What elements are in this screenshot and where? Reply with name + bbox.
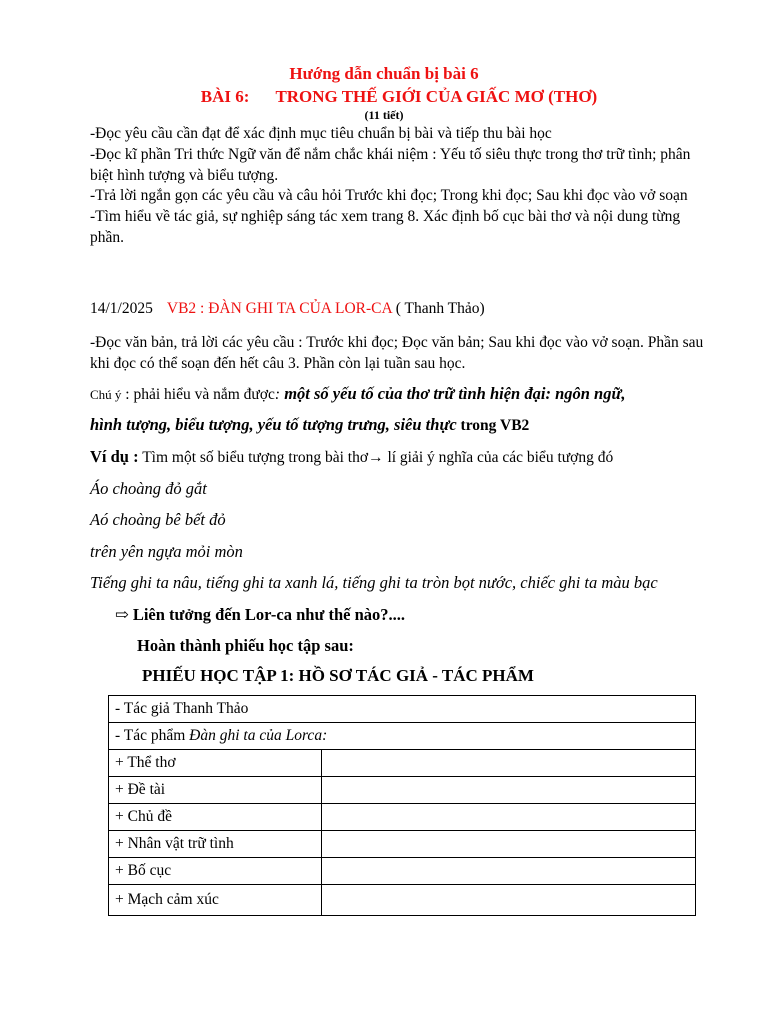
association-question [115, 605, 405, 625]
vb2-note-line1 [90, 384, 625, 404]
vb2-title: VB2 : ĐÀN GHI TA CỦA LOR-CA [166, 300, 392, 317]
poem-line: trên yên ngựa mỏi mòn [90, 542, 243, 561]
row-label: + Thể thơ [109, 750, 322, 777]
lesson-title [0, 87, 768, 107]
example-text-1: Tìm một số biểu tượng trong bài thơ [138, 449, 369, 466]
note-colon: : [274, 386, 281, 403]
hollow-arrow-icon: ⇨ [115, 605, 129, 624]
lesson-periods: (11 tiết) [364, 108, 404, 122]
table-row [109, 777, 696, 804]
guide-title: Hướng dẫn chuẩn bị bài 6 [289, 64, 479, 83]
example-label: Ví dụ : [90, 447, 139, 466]
poem-line: Aó choàng bê bết đỏ [90, 510, 226, 529]
row-label: + Nhân vật trữ tình [109, 831, 322, 858]
answer-cell[interactable] [322, 831, 696, 858]
work-cell [109, 723, 696, 750]
work-title: Đàn ghi ta của Lorca: [189, 727, 328, 744]
row-label: + Mạch cảm xúc [109, 885, 322, 916]
intro-instructions [90, 124, 710, 249]
vb2-heading [90, 300, 485, 318]
row-label: + Chủ đề [109, 804, 322, 831]
worksheet-task: Hoàn thành phiếu học tập sau: [137, 636, 354, 655]
example-text-2: lí giải ý nghĩa của các biểu tượng đó [383, 449, 614, 466]
table-row [109, 696, 696, 723]
intro-item: -Trả lời ngắn gọn các yêu cầu và câu hỏi Trước khi đọc; Trong khi đọc; Sau khi đọc vào vở soạn [90, 187, 688, 205]
note-bold-1: một số yếu tố của thơ trữ tình hiện đại: ngôn ngữ, [280, 384, 626, 403]
author-cell: - Tác giả Thanh Thảo [109, 696, 696, 723]
example-line [90, 447, 613, 467]
note-label: Chú ý [90, 387, 122, 402]
note-tail: trong VB2 [456, 417, 530, 434]
table-row [109, 804, 696, 831]
poem-line: Áo choàng đỏ gắt [90, 479, 207, 498]
vb2-date: 14/1/2025 [90, 300, 153, 317]
work-prefix: - Tác phẩm [115, 727, 190, 744]
table-row [109, 885, 696, 916]
lesson-name: TRONG THẾ GIỚI CỦA GIẤC MƠ (THƠ) [275, 87, 598, 106]
note-mid: : phải hiểu và nắm được [121, 386, 275, 403]
answer-cell[interactable] [322, 750, 696, 777]
table-row [109, 750, 696, 777]
row-label: + Bố cục [109, 858, 322, 885]
intro-item: -Đọc kĩ phần Tri thức Ngữ văn để nắm chắc khái niệm : Yếu tố siêu thực trong thơ trữ tình; phân biệt hình tượng và biểu tượng. [90, 145, 691, 184]
worksheet-title: PHIẾU HỌC TẬP 1: HỒ SƠ TÁC GIẢ - TÁC PHẨM [142, 666, 534, 685]
vb2-note-line2 [90, 415, 529, 435]
table-row [109, 831, 696, 858]
poem-line: Tiếng ghi ta nâu, tiếng ghi ta xanh lá, tiếng ghi ta tròn bọt nước, chiếc ghi ta màu bạc [90, 573, 658, 592]
intro-item: -Đọc yêu cầu cần đạt để xác định mục tiêu chuẩn bị bài và tiếp thu bài học [90, 125, 552, 142]
arrow-right-icon: → [368, 449, 384, 466]
lesson-number: BÀI 6: [200, 87, 250, 106]
table-row [109, 723, 696, 750]
vb2-author: ( Thanh Thảo) [395, 300, 485, 317]
intro-item: -Tìm hiểu về tác giả, sự nghiệp sáng tác xem trang 8. Xác định bố cục bài thơ và nội dung từng phần. [90, 208, 681, 246]
answer-cell[interactable] [322, 858, 696, 885]
association-text: Liên tưởng đến Lor-ca như thế nào?.... [132, 605, 406, 624]
answer-cell[interactable] [322, 777, 696, 804]
answer-cell[interactable] [322, 804, 696, 831]
row-label: + Đề tài [109, 777, 322, 804]
answer-cell[interactable] [322, 885, 696, 916]
vb2-instruction: -Đọc văn bản, trả lời các yêu cầu : Trước khi đọc; Đọc văn bản; Sau khi đọc vào vở soạn. Phần sau khi đọc có thể soạn đến hết câu 3. Phần còn lại tuần sau học. [90, 334, 704, 372]
worksheet-table [108, 695, 696, 916]
table-row [109, 858, 696, 885]
note-bold-2: hình tượng, biểu tượng, yếu tố tượng trưng, siêu thực [90, 415, 457, 434]
